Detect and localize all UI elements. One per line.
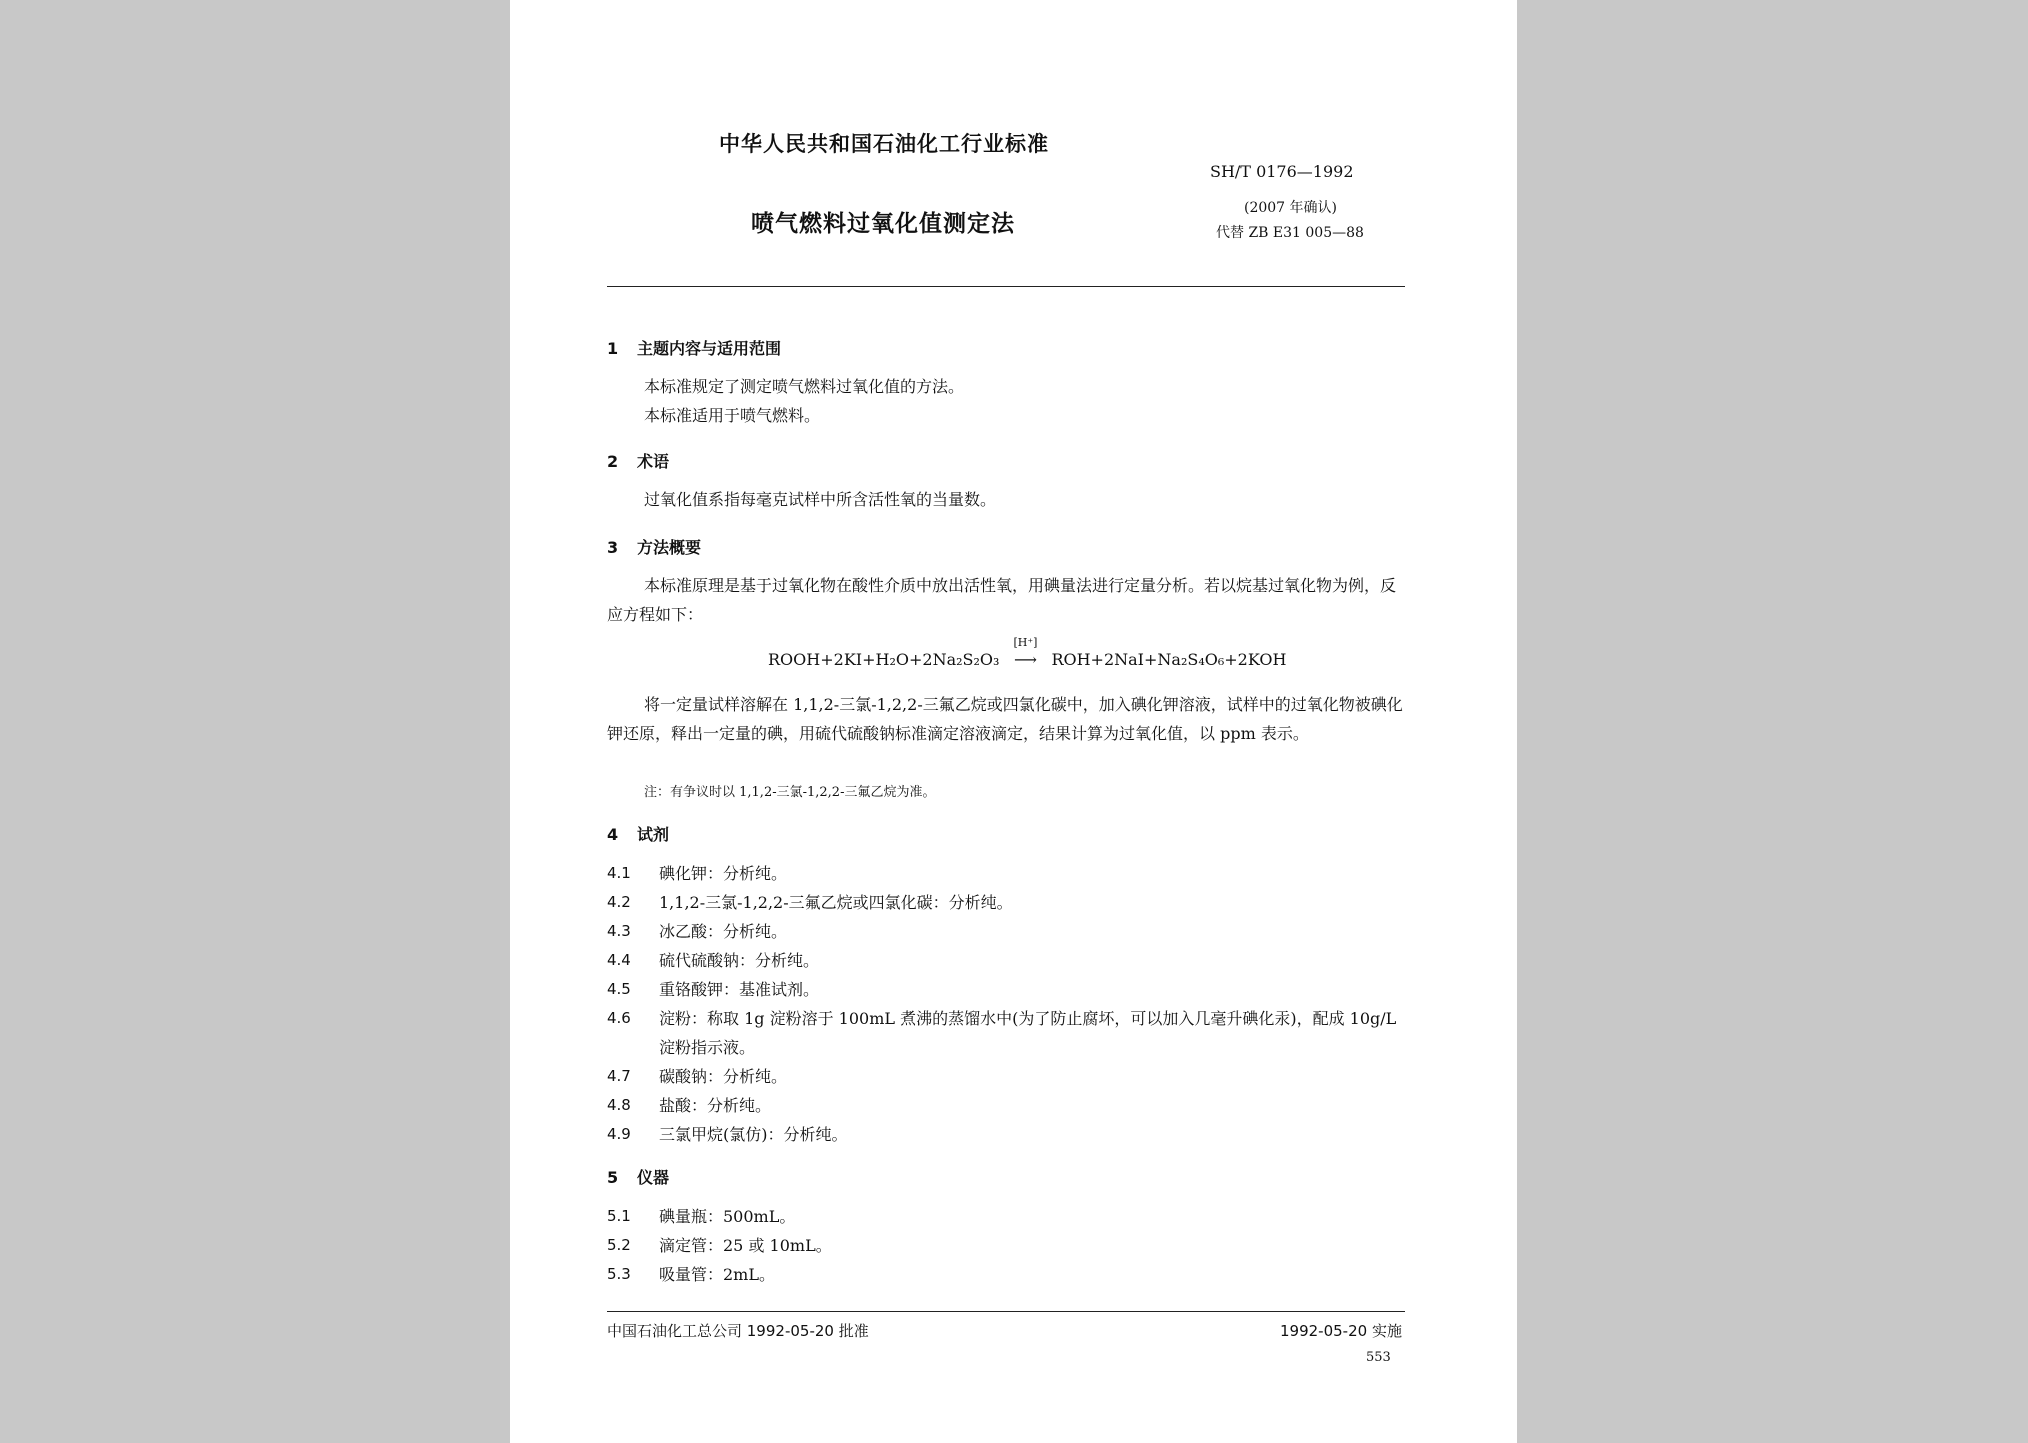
list-item: [607, 975, 1405, 1004]
section-2-heading: 2 术语: [607, 452, 670, 471]
item-text: 滴定管：25 或 10mL。: [659, 1236, 832, 1255]
item-text: 重铬酸钾：基准试剂。: [659, 980, 820, 999]
section-1-para-1: 本标准规定了测定喷气燃料过氧化值的方法。: [644, 377, 965, 396]
item-text: 淀粉：称取 1g 淀粉溶于 100mL 煮沸的蒸馏水中(为了防止腐坏，可以加入几毫升碘化汞)，配成 10g/L 淀粉指示液。: [659, 1009, 1397, 1057]
section-3-note: 注：有争议时以 1,1,2-三氯-1,2,2-三氟乙烷为准。: [644, 785, 936, 800]
item-text: 碘化钾：分析纯。: [659, 864, 788, 883]
implementation-date: 1992-05-20 实施: [1280, 1322, 1402, 1340]
section-3-para-2: 将一定量试样溶解在 1,1,2-三氯-1,2,2-三氟乙烷或四氯化碳中，加入碘化钾溶液，试样中的过氧化物被碘化钾还原，释出一定量的碘，用硫代硫酸钠标准滴定溶液滴定，结果计算为过氧化值，以 ppm 表示。: [607, 695, 1403, 743]
item-number: 4.6: [607, 1009, 631, 1027]
item-text: 盐酸：分析纯。: [659, 1096, 772, 1115]
list-item: [607, 1120, 1405, 1149]
item-number: 4.3: [607, 922, 631, 940]
equation-products: ROH+2NaI+Na₂S₄O₆+2KOH: [1051, 650, 1287, 669]
section-2-para-1: 过氧化值系指每毫克试样中所含活性氧的当量数。: [644, 490, 997, 509]
list-item: [607, 917, 1405, 946]
section-5-heading: 5 仪器: [607, 1168, 670, 1187]
item-text: 碘量瓶：500mL。: [659, 1207, 796, 1226]
item-text: 三氯甲烷(氯仿)：分析纯。: [659, 1125, 848, 1144]
section-1-heading: 1 主题内容与适用范围: [607, 339, 782, 358]
list-item: [607, 1202, 1405, 1231]
item-number: 4.2: [607, 893, 631, 911]
item-number: 4.4: [607, 951, 631, 969]
section-1-para-2: 本标准适用于喷气燃料。: [644, 406, 821, 425]
item-number: 4.1: [607, 864, 631, 882]
document-title: 喷气燃料过氧化值测定法: [751, 211, 1015, 237]
reaction-condition: [H⁺]: [1013, 636, 1038, 649]
section-3-para-1: 本标准原理是基于过氧化物在酸性介质中放出活性氧，用碘量法进行定量分析。若以烷基过氧化物为例，反应方程如下：: [607, 576, 1397, 624]
equation-reactants: ROOH+2KI+H₂O+2Na₂S₂O₃: [768, 650, 1000, 669]
item-number: 5.3: [607, 1265, 631, 1283]
section-3-body-2: [607, 690, 1405, 748]
item-text: 吸量管：2mL。: [659, 1265, 775, 1284]
item-text: 冰乙酸：分析纯。: [659, 922, 788, 941]
list-item: [607, 1231, 1405, 1260]
section-2-body: [607, 485, 1405, 514]
list-item: [607, 946, 1405, 975]
list-item: [607, 859, 1405, 888]
item-number: 5.2: [607, 1236, 631, 1254]
section-4-heading: 4 试剂: [607, 825, 670, 844]
list-item: [607, 1004, 1405, 1062]
item-text: 碳酸钠：分析纯。: [659, 1067, 788, 1086]
header-divider: [607, 286, 1405, 287]
reaction-equation: [768, 636, 1287, 669]
item-number: 4.5: [607, 980, 631, 998]
item-number: 4.9: [607, 1125, 631, 1143]
item-text: 硫代硫酸钠：分析纯。: [659, 951, 820, 970]
issuing-org-heading: 中华人民共和国石油化工行业标准: [719, 132, 1049, 156]
item-number: 4.7: [607, 1067, 631, 1085]
apparatus-list: [607, 1202, 1405, 1289]
item-text: 1,1,2-三氯-1,2,2-三氟乙烷或四氯化碳：分析纯。: [659, 893, 1013, 912]
list-item: [607, 1091, 1405, 1120]
section-3-body: [607, 571, 1405, 629]
list-item: [607, 888, 1405, 917]
reagent-list: [607, 859, 1405, 1149]
confirm-year: (2007 年确认): [1244, 200, 1338, 216]
footer-divider: [607, 1311, 1405, 1312]
approval-note: 中国石油化工总公司 1992-05-20 批准: [607, 1322, 869, 1340]
list-item: [607, 1260, 1405, 1289]
list-item: [607, 1062, 1405, 1091]
page-number: 553: [1366, 1350, 1391, 1365]
replaced-standard: 代替 ZB E31 005—88: [1216, 225, 1364, 241]
document-page: [510, 0, 1517, 1443]
section-1-body: [607, 372, 1405, 430]
item-number: 5.1: [607, 1207, 631, 1225]
standard-code: SH/T 0176—1992: [1210, 162, 1354, 181]
section-3-heading: 3 方法概要: [607, 538, 702, 557]
item-number: 4.8: [607, 1096, 631, 1114]
reaction-arrow: [H⁺] ⟶: [1003, 650, 1047, 669]
